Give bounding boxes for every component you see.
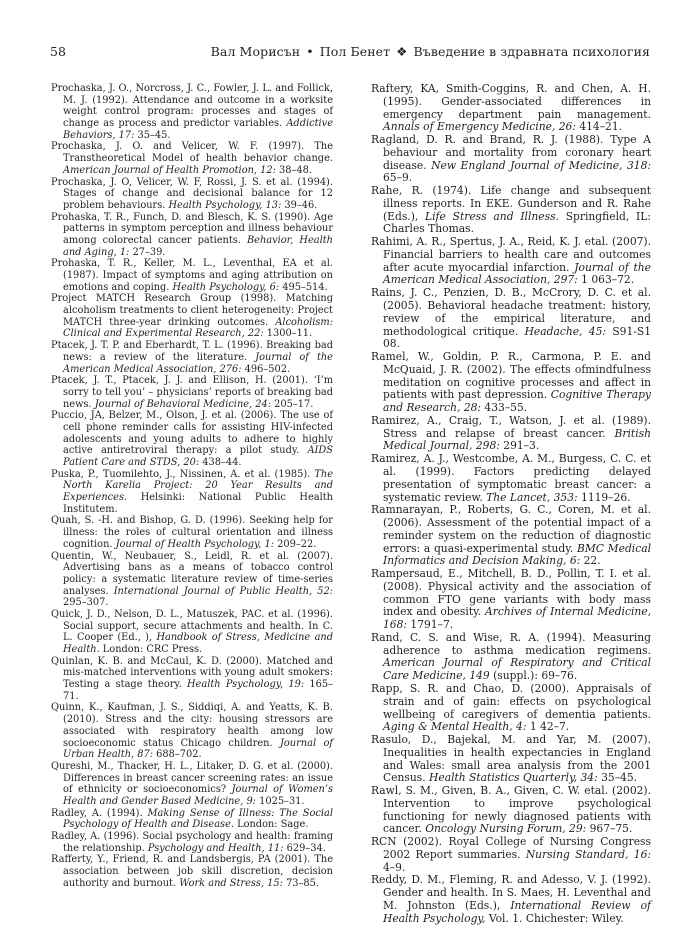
reference-pages: 1025–31. bbox=[256, 795, 305, 807]
reference-pages: 22. bbox=[580, 554, 601, 568]
reference-text: Puska, P., Tuomilehto, J., Nissinen, A. et al. (1985). bbox=[51, 468, 315, 480]
reference-pages: London: CRC Press. bbox=[99, 644, 203, 655]
reference-pages: 967–75. bbox=[586, 822, 633, 836]
reference-text: Rahimi, A. R., Spertus, J. A., Reid, K. J. etal. (2007). Financial barriers to health care and outcomes after acute myocardial infarction. bbox=[371, 235, 651, 274]
reference-pages: 38–48. bbox=[275, 164, 312, 176]
reference-pages: 629–34. bbox=[283, 842, 326, 854]
reference-source: Journal of Behavioral Medicine, 24: bbox=[94, 398, 272, 410]
reference-source: Archives of Internal Medicine, 168: bbox=[383, 605, 651, 632]
reference-text: Rasulo, D., Bajekal, M. and Yar, M. (2007). Inequalities in health expectancies in England and Wales: small area analysis from the 2001 Census. bbox=[371, 733, 651, 785]
reference-source: New England Journal of Medicine, 318: bbox=[431, 158, 652, 172]
reference-pages: 433–55. bbox=[481, 401, 528, 415]
reference-pages: 496–502. bbox=[241, 363, 291, 375]
reference-source: Work and Stress, 15: bbox=[179, 877, 283, 889]
reference-text: Prochaska, J. O. and Velicer, W. F. (1997). The Transtheoretical Model of health behavior change. bbox=[51, 141, 333, 165]
reference-pages: Vol. 1. Chichester: Wiley. bbox=[485, 911, 624, 925]
reference-text: Prochaska, J. O., Norcross, J. C., Fowler, J. L. and Follick, M. J. (1992). Attendance and outcome in a worksite weight control program: processes and stages of change as process and predictor variables. bbox=[51, 83, 333, 130]
reference-entry bbox=[51, 293, 333, 340]
reference-source: International Review of Health Psychology, bbox=[383, 899, 651, 925]
reference-text: Ramnarayan, P., Roberts, G. C., Coren, M. et al. (2006). Assessment of the potential impact of a reminder system on the reduction of diagnostic errors: a quasi-experimental study. bbox=[371, 503, 651, 555]
reference-pages: 35–45. bbox=[597, 771, 638, 785]
reference-pages: Helsinki: National Public Health Institutem. bbox=[63, 492, 333, 515]
reference-text: Rains, J. C., Penzien, D. B., McCrory, D. C. et al. (2005). Behavioral headache treatment: history, review of the empirical literature, and methodological critique. bbox=[371, 286, 651, 338]
reference-text: Prohaska, T. R., Funch, D. and Blesch, K. S. (1990). Age patterns in symptom perception and illness behaviour among colorectal cancer patients. bbox=[51, 211, 333, 246]
reference-source: American Journal of Respiratory and Critical Care Medicine, 149 bbox=[383, 656, 651, 683]
reference-pages: 1 063–72. bbox=[577, 273, 635, 287]
reference-pages: 209–22. bbox=[274, 538, 317, 550]
reference-entry bbox=[371, 504, 651, 568]
reference-text: Qureshi, M., Thacker, H. L., Litaker, D. G. et al. (2000). Differences in breast cancer screening rates: an issue of ethnicity or socioeconomics? bbox=[51, 760, 333, 796]
diamond-separator: ❖ bbox=[396, 44, 408, 59]
reference-entry bbox=[371, 874, 651, 925]
reference-pages: 1 42–7. bbox=[526, 720, 570, 734]
reference-entry bbox=[371, 185, 651, 236]
reference-entry bbox=[371, 83, 651, 134]
reference-pages: 27–39. bbox=[129, 246, 166, 258]
reference-entry bbox=[51, 702, 333, 760]
reference-source: Addictive Behaviors, 17: bbox=[63, 118, 333, 141]
reference-pages: S91-S1 08. bbox=[383, 324, 651, 351]
reference-source: Journal of the American Medical Association, 297: bbox=[383, 260, 652, 287]
reference-entry bbox=[371, 632, 651, 683]
author-1: Вал Морисън bbox=[210, 44, 301, 59]
reference-source: Life Stress and Illness. bbox=[425, 209, 559, 223]
reference-source: Handbook of Stress, Medicine and Health. bbox=[63, 632, 333, 655]
reference-text: Rawl, S. M., Given, B. A., Given, C. W. etal. (2002). Intervention to improve psychological functioning for newly diagnosed patients with cancer. bbox=[371, 784, 651, 836]
reference-source: The North Karelia Project: 20 Year Results and Experiences. bbox=[63, 468, 333, 504]
reference-entry bbox=[371, 415, 651, 453]
reference-source: Psychology and Health, 11: bbox=[147, 842, 284, 854]
reference-entry bbox=[371, 236, 651, 287]
reference-text: Ramirez, A., Craig, T., Watson, J. et al. (1989). Stress and relapse of breast cancer. bbox=[371, 413, 651, 440]
reference-pages: 1119–26. bbox=[577, 490, 631, 504]
reference-entry bbox=[371, 453, 651, 504]
reference-pages: 35–45. bbox=[134, 129, 171, 141]
reference-source: Journal of Urban Health, 87: bbox=[63, 737, 333, 761]
reference-pages: (suppl.): 69–76. bbox=[489, 669, 578, 683]
reference-source: Journal of the American Medical Association, 276: bbox=[63, 351, 333, 375]
reference-source: BMC Medical Informatics and Decision Making, 6: bbox=[383, 541, 651, 568]
reference-text: Radley, A. (1994). bbox=[51, 807, 148, 819]
reference-entry bbox=[51, 83, 333, 141]
reference-pages: 495–514. bbox=[279, 281, 328, 293]
reference-text: Rafferty, Y., Friend, R. and Landsbergis, PA (2001). The association between job skill discretion, decision authority and burnout. bbox=[51, 854, 333, 889]
reference-pages: 438–44. bbox=[199, 457, 242, 468]
reference-text: Ragland, D. R. and Brand, R. J. (1988). Type A behaviour and mortality from coronary heart disease. bbox=[371, 133, 651, 172]
reference-pages: 414–21. bbox=[575, 120, 623, 134]
reference-entry bbox=[51, 551, 333, 609]
reference-entry bbox=[371, 351, 651, 415]
reference-text: Quentin, W., Neubauer, S., Leidl, R. et al. (2007). Advertising bans as a means of tobacco control policy: a systematic literature review of time-series analyses. bbox=[51, 550, 333, 597]
reference-entry bbox=[51, 141, 333, 176]
reference-entry bbox=[51, 177, 333, 212]
reference-entry bbox=[371, 568, 651, 632]
reference-source: Behavior, Health and Aging, 1: bbox=[63, 234, 333, 258]
reference-pages: 1791–7. bbox=[407, 618, 454, 632]
page-number: 58 bbox=[50, 44, 66, 59]
references-column-left bbox=[51, 83, 333, 889]
reference-text: Puccio, JA, Belzer, M., Olson, J. et al. (2006). The use of cell phone reminder calls for assisting HIV-infected adolescents and young adults to adhere to highly active antiretroviral therapy: a pilot study. bbox=[51, 410, 333, 457]
reference-text: Rampersaud, E., Mitchell, B. D., Pollin, T. I. et al. (2008). Physical activity and the association of common FTO gene variants with body mass index and obesity. bbox=[371, 567, 651, 619]
running-header bbox=[50, 44, 650, 64]
reference-entry bbox=[51, 656, 333, 703]
reference-text: Quinn, K., Kaufman, J. S., Siddiqi, A. and Yeatts, K. B. (2010). Stress and the city: housing stressors are associated with respiratory health among low socioeconomic status Chicago children. bbox=[51, 702, 333, 749]
reference-source: Cognitive Therapy and Research, 28: bbox=[383, 388, 651, 415]
reference-text: Ramirez, A. J., Westcombe, A. M., Burgess, C. C. et al. (1999). Factors predicting delayed presentation of symptomatic breast cancer: a systematic review. bbox=[371, 452, 651, 504]
reference-source: Health Psychology, 6: bbox=[172, 281, 280, 293]
reference-source: Making Sense of Illness: The Social Psychology of Health and Disease. bbox=[63, 807, 333, 831]
reference-source: The Lancet, 353: bbox=[486, 490, 578, 504]
reference-pages: 73–85. bbox=[282, 877, 320, 889]
reference-entry bbox=[51, 831, 333, 854]
reference-pages: 39–46. bbox=[281, 199, 318, 211]
reference-entry bbox=[51, 761, 333, 808]
reference-text: Rand, C. S. and Wise, R. A. (1994). Measuring adherence to asthma medication regimens. bbox=[371, 630, 651, 657]
reference-entry bbox=[51, 808, 333, 831]
reference-entry bbox=[371, 683, 651, 734]
reference-entry bbox=[371, 287, 651, 351]
reference-text: Prohaska, T. R., Keller, M. L., Leventhal, EA et al. (1987). Impact of symptoms and aging attribution on emotions and coping. bbox=[51, 258, 333, 293]
reference-entry bbox=[51, 258, 333, 293]
reference-source: Health Psychology, 19: bbox=[187, 679, 305, 691]
reference-source: Journal of Women’s Health and Gender Based Medicine, 9: bbox=[63, 784, 333, 807]
reference-text: Quick, J. D., Nelson, D. L., Matuszek, PAC. et al. (1996). Social support, secure attachments and health. In C. L. Cooper (Ed., ), bbox=[51, 608, 333, 644]
reference-entry bbox=[51, 410, 333, 468]
reference-entry bbox=[51, 609, 333, 656]
reference-source: Nursing Standard, 16: bbox=[525, 847, 651, 861]
reference-text: Ptacek, J. T. P. and Eberhardt, T. L. (1996). Breaking bad news: a review of the literature. bbox=[51, 340, 333, 363]
reference-text: Radley, A. (1996). Social psychology and health: framing the relationship. bbox=[51, 831, 333, 854]
reference-text: Ptacek, J. T., Ptacek, J. J. and Ellison, H. (2001). ‘I’m sorry to tell you’ – physicians’ reports of breaking bad news. bbox=[51, 375, 333, 410]
bullet-separator: • bbox=[306, 44, 314, 59]
reference-entry bbox=[51, 854, 333, 889]
reference-source: Health Psychology, 13: bbox=[168, 199, 282, 211]
reference-source: Oncology Nursing Forum, 29: bbox=[425, 822, 587, 836]
reference-entry bbox=[51, 375, 333, 410]
reference-text: RCN (2002). Royal College of Nursing Congress 2002 Report summaries. bbox=[371, 835, 651, 861]
reference-text: Raftery, KA, Smith-Coggins, R. and Chen, A. H. (1995). Gender-associated differences in emergency department pain management. bbox=[371, 82, 651, 121]
reference-pages: 65–9. bbox=[383, 171, 413, 185]
reference-pages: 165–71. bbox=[63, 679, 333, 702]
running-title bbox=[211, 44, 650, 59]
reference-entry bbox=[371, 134, 651, 185]
reference-pages: Springfield, IL: Charles Thomas. bbox=[383, 209, 651, 236]
references-column-right bbox=[371, 83, 651, 926]
reference-entry bbox=[371, 734, 651, 785]
reference-source: Health Statistics Quarterly, 34: bbox=[429, 771, 598, 785]
reference-entry bbox=[371, 785, 651, 836]
reference-text: Reddy, D. M., Fleming, R. and Adesso, V. J. (1992). Gender and health. In S. Maes, H. Leventhal and M. Johnston (Eds.), bbox=[371, 873, 651, 912]
reference-source: British Medical Journal, 298: bbox=[383, 426, 651, 453]
reference-source: International Journal of Public Health, 52: bbox=[113, 585, 333, 597]
reference-source: Annals of Emergency Medicine, 26: bbox=[383, 120, 576, 134]
author-2: Пол Бенет bbox=[319, 44, 391, 59]
reference-entry bbox=[51, 469, 333, 516]
reference-source: Alcoholism: Clinical and Experimental Research, 22: bbox=[63, 316, 333, 340]
reference-pages: 291–3. bbox=[499, 439, 540, 453]
reference-pages: 205–17. bbox=[271, 398, 314, 410]
reference-source: Journal of Health Psychology, 1: bbox=[115, 538, 275, 550]
reference-text: Rapp, S. R. and Chao, D. (2000). Appraisals of strain and of gain: effects on psychological wellbeing of caregivers of dementia patients. bbox=[371, 681, 651, 721]
reference-pages: London: Sage. bbox=[233, 819, 309, 831]
reference-entry bbox=[51, 212, 333, 259]
reference-entry bbox=[51, 515, 333, 550]
reference-source: Aging & Mental Health, 4: bbox=[383, 720, 527, 734]
reference-pages: 1300–11. bbox=[263, 328, 313, 340]
reference-text: Rahe, R. (1974). Life change and subsequent illness reports. In EKE. Gunderson and R. Rahe (Eds.), bbox=[371, 184, 651, 223]
reference-source: AIDS Patient Care and STDS, 20: bbox=[63, 445, 333, 468]
reference-text: Ramel, W., Goldin, P. R., Carmona, P. E. and McQuaid, J. R. (2002). The effects ofmindfulness meditation on cognitive processes and affect in patients with past depression. bbox=[371, 350, 651, 402]
reference-entry bbox=[51, 340, 333, 375]
book-title: Въведение в здравната психология bbox=[413, 44, 650, 59]
reference-text: Quinlan, K. B. and McCaul, K. D. (2000). Matched and mis-matched interventions with young adult smokers: Testing a stage theory. bbox=[51, 655, 333, 691]
reference-entry bbox=[371, 836, 651, 874]
reference-text: Quah, S. -H. and Bishop, G. D. (1996). Seeking help for illness: the roles of cultural orientation and illness cognition. bbox=[51, 515, 333, 550]
reference-pages: 4–9. bbox=[383, 860, 406, 874]
reference-text: Project MATCH Research Group (1998). Matching alcoholism treatments to client heterogeneity: Project MATCH three-year drinking outcomes. bbox=[51, 293, 333, 328]
reference-pages: 295–307. bbox=[63, 597, 109, 609]
reference-source: American Journal of Health Promotion, 12: bbox=[63, 164, 276, 176]
reference-text: Prochaska, J. O, Velicer, W. F, Rossi, J. S. et al. (1994). Stages of change and decisional balance for 12 problem behaviours. bbox=[51, 176, 333, 211]
reference-pages: 688–702. bbox=[153, 749, 202, 761]
reference-source: Headache, 45: bbox=[524, 324, 606, 338]
